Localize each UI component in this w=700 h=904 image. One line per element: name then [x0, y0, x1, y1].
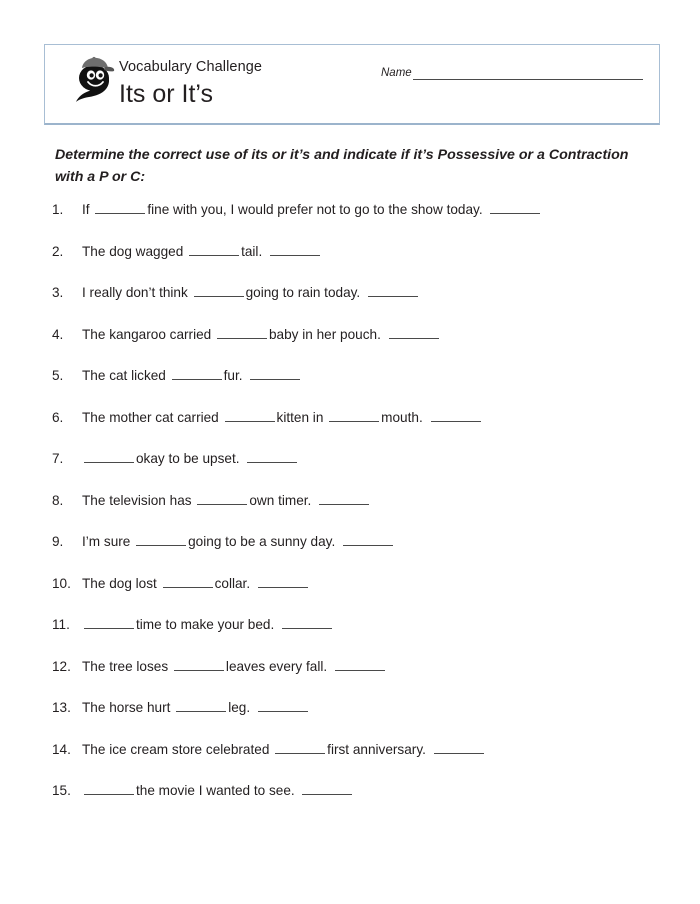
- question-segment: The ice cream store celebrated: [82, 741, 270, 757]
- question-text: [82, 782, 354, 800]
- question-number: 13.: [52, 700, 71, 715]
- answer-blank[interactable]: [194, 284, 244, 297]
- question-segment: The tree loses: [82, 658, 169, 674]
- question-segment: The dog wagged: [82, 243, 184, 259]
- answer-blank[interactable]: [335, 658, 385, 671]
- instructions-text: Determine the correct use of its or it’s and indicate if it’s Possessive or a Contraction with a P or C:: [55, 147, 629, 185]
- answer-blank[interactable]: [275, 741, 325, 754]
- question-segment: fine with you, I would prefer not to go to the show today.: [147, 202, 483, 217]
- question-segment: okay to be upset.: [136, 451, 240, 466]
- question-segment: leg.: [228, 700, 251, 715]
- answer-blank[interactable]: [270, 243, 320, 256]
- question-number: 10.: [52, 575, 71, 591]
- question-segment: I really don’t think: [82, 285, 188, 300]
- apostrophe-mascot-icon: [69, 56, 115, 104]
- worksheet-kicker: Vocabulary Challenge: [119, 59, 263, 75]
- answer-blank[interactable]: [258, 575, 308, 588]
- question-text: [82, 450, 299, 468]
- answer-blank[interactable]: [431, 409, 481, 422]
- question-segment: own timer.: [249, 492, 312, 508]
- question-segment: mouth.: [381, 409, 423, 425]
- question-segment: The dog lost: [82, 575, 157, 591]
- answer-blank[interactable]: [490, 201, 540, 214]
- question-row: [52, 326, 672, 368]
- question-segment: collar.: [214, 575, 251, 591]
- question-segment: I’m sure: [82, 534, 131, 549]
- question-row: [52, 741, 672, 783]
- question-number: 3.: [52, 285, 64, 300]
- question-segment: leaves every fall.: [225, 658, 328, 674]
- question-row: [52, 284, 672, 326]
- question-text: [82, 201, 542, 219]
- question-segment: If: [82, 202, 90, 217]
- question-segment: time to make your bed.: [136, 617, 275, 632]
- header-title-group: [119, 57, 262, 110]
- question-number: 1.: [52, 202, 64, 217]
- question-text: [82, 409, 483, 427]
- question-number: 8.: [52, 492, 64, 508]
- answer-blank[interactable]: [95, 201, 145, 214]
- question-row: [52, 201, 672, 243]
- question-number: 15.: [52, 783, 71, 798]
- question-text: [82, 533, 395, 551]
- question-segment: tail.: [241, 243, 263, 259]
- answer-blank[interactable]: [247, 450, 297, 463]
- answer-blank[interactable]: [258, 699, 308, 712]
- answer-blank[interactable]: [225, 409, 275, 422]
- question-row: [52, 492, 672, 534]
- answer-blank[interactable]: [174, 658, 224, 671]
- question-list: [52, 201, 672, 824]
- question-segment: fur.: [223, 368, 243, 383]
- question-text: [82, 575, 310, 593]
- answer-blank[interactable]: [343, 533, 393, 546]
- question-number: 11.: [52, 617, 70, 632]
- page-title: Its or It’s: [119, 80, 214, 108]
- question-segment: The kangaroo carried: [82, 326, 212, 342]
- question-segment: kitten in: [276, 409, 324, 425]
- answer-blank[interactable]: [163, 575, 213, 588]
- question-number: 2.: [52, 243, 64, 259]
- question-row: [52, 243, 672, 285]
- question-segment: The mother cat carried: [82, 409, 219, 425]
- question-segment: The horse hurt: [82, 700, 171, 715]
- question-text: [82, 699, 310, 717]
- answer-blank[interactable]: [302, 782, 352, 795]
- answer-blank[interactable]: [282, 616, 332, 629]
- question-segment: going to rain today.: [245, 285, 361, 300]
- answer-blank[interactable]: [189, 243, 239, 256]
- question-text: [82, 326, 441, 344]
- answer-blank[interactable]: [197, 492, 247, 505]
- question-segment: going to be a sunny day.: [188, 534, 336, 549]
- question-number: 9.: [52, 534, 64, 549]
- answer-blank[interactable]: [217, 326, 267, 339]
- question-number: 12.: [52, 658, 71, 674]
- question-segment: The television has: [82, 492, 192, 508]
- answer-blank[interactable]: [319, 492, 369, 505]
- answer-blank[interactable]: [368, 284, 418, 297]
- answer-blank[interactable]: [84, 616, 134, 629]
- question-segment: baby in her pouch.: [269, 326, 381, 342]
- answer-blank[interactable]: [329, 409, 379, 422]
- question-row: [52, 367, 672, 409]
- question-text: [82, 243, 322, 261]
- name-input-rule[interactable]: [413, 68, 643, 80]
- answer-blank[interactable]: [434, 741, 484, 754]
- question-number: 14.: [52, 741, 71, 757]
- question-number: 4.: [52, 326, 64, 342]
- answer-blank[interactable]: [250, 367, 300, 380]
- question-row: [52, 616, 672, 658]
- question-number: 7.: [52, 451, 64, 466]
- question-row: [52, 533, 672, 575]
- name-field[interactable]: [381, 67, 643, 80]
- question-row: [52, 450, 672, 492]
- question-text: [82, 741, 486, 759]
- answer-blank[interactable]: [84, 782, 134, 795]
- question-text: [82, 284, 420, 302]
- worksheet-header: [44, 44, 660, 125]
- question-number: 5.: [52, 368, 64, 383]
- name-label: Name: [381, 67, 412, 79]
- question-number: 6.: [52, 409, 64, 425]
- question-segment: The cat licked: [82, 368, 166, 383]
- answer-blank[interactable]: [136, 533, 186, 546]
- answer-blank[interactable]: [176, 699, 226, 712]
- question-row: [52, 658, 672, 700]
- question-text: [82, 492, 371, 510]
- question-row: [52, 699, 672, 741]
- answer-blank[interactable]: [389, 326, 439, 339]
- question-text: [82, 616, 334, 634]
- question-text: [82, 658, 387, 676]
- question-row: [52, 409, 672, 451]
- question-row: [52, 782, 672, 824]
- question-row: [52, 575, 672, 617]
- answer-blank[interactable]: [84, 450, 134, 463]
- question-text: [82, 367, 302, 385]
- question-segment: the movie I wanted to see.: [136, 783, 295, 798]
- answer-blank[interactable]: [172, 367, 222, 380]
- question-segment: first anniversary.: [327, 741, 426, 757]
